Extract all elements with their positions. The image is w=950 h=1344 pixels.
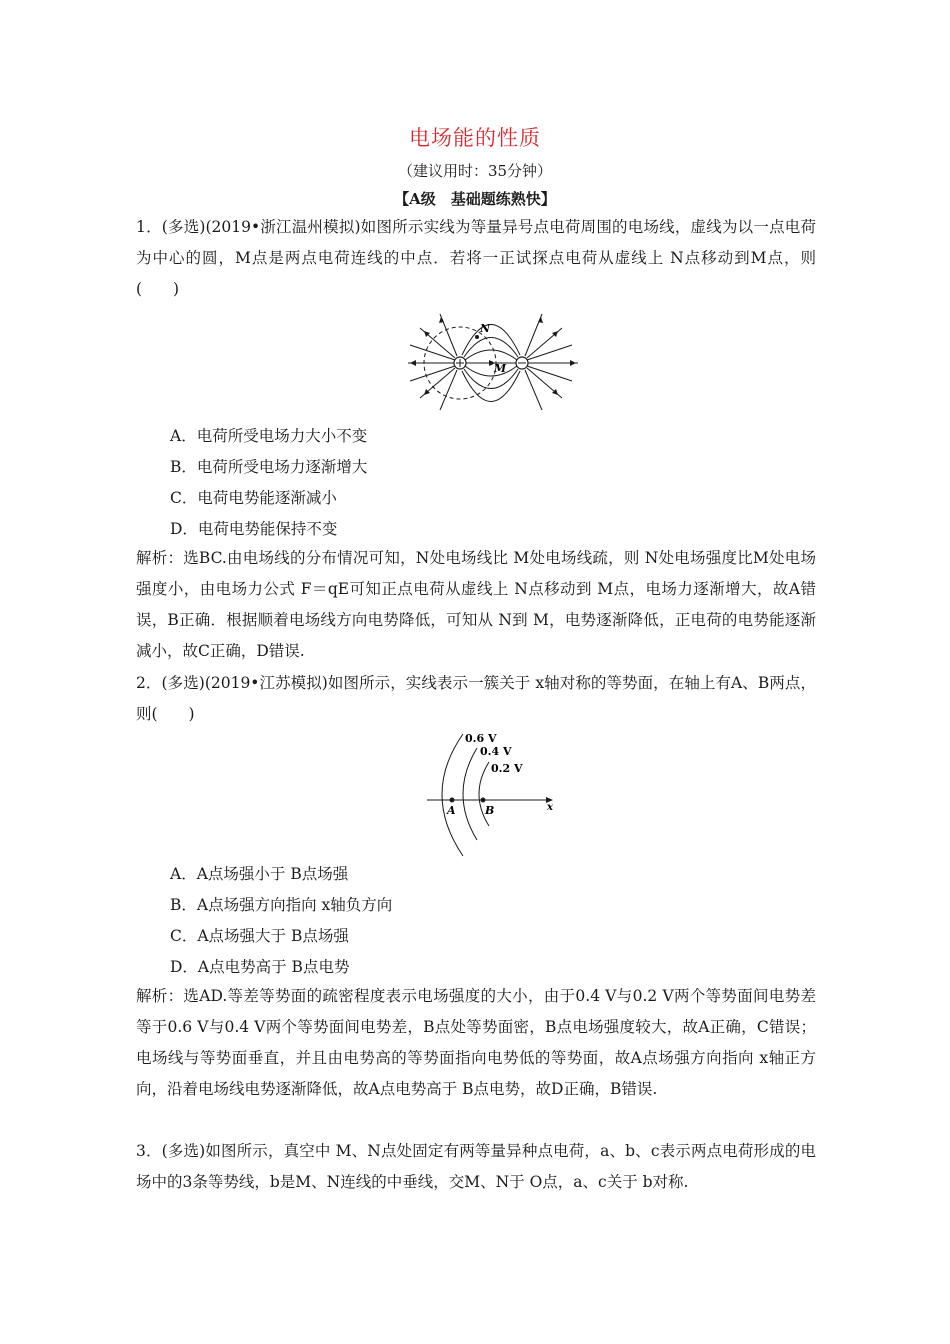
question-1-analysis: 解析：选BC.由电场线的分布情况可知，N处电场线比 M处电场线疏，则 N处电场强度比M处电场强度小，由电场力公式 F＝qE可知正点电荷从虚线上 N点移动到 M点，电场力逐渐增大，故A错误，B正确．根据顺着电场线方向电势降低，可知从 N到 M，电势逐渐降低，正电荷的电势能逐渐减小，故C正确，D错误.	[136, 549, 816, 660]
question-3-stem: 3．(多选)如图所示，真空中 M、N点处固定有两等量异种点电荷，a、b、c表示两点电荷形成的电场中的3条等势线，b是M、N连线的中垂线，交M、N于 O点，a、c关于 b对称.	[136, 1142, 816, 1191]
label-x-axis: x	[547, 802, 553, 813]
label-n: N	[480, 322, 491, 335]
q1-option-c: C．电荷电势能逐渐减小	[170, 489, 337, 507]
figure-equipotential-surfaces	[425, 728, 565, 860]
q1-option-b: B．电荷所受电场力逐渐增大	[170, 458, 368, 476]
suggested-time: （建议用时：35分钟）	[397, 162, 553, 180]
label-0.2v: 0.2 V	[491, 762, 523, 775]
label-b: B	[485, 804, 495, 817]
q2-option-b: B．A点场强方向指向 x轴负方向	[170, 896, 393, 914]
q2-option-d: D．A点电势高于 B点电势	[170, 958, 350, 976]
label-m: M	[494, 362, 507, 375]
question-2-analysis: 解析：选AD.等差等势面的疏密程度表示电场强度的大小，由于0.4 V与0.2 V两个等势面间电势差等于0.6 V与0.4 V两个等势面间电势差，B点处等势面密，B点电场强度较大，故A正确，C错误；电场线与等势面垂直，并且由电势高的等势面指向电势低的等势面，故A点场强方向指向 x轴正方向，沿着电场线电势逐渐降低，故A点电势高于 B点电势，故D正确，B错误.	[136, 987, 816, 1098]
question-2-stem: 2．(多选)(2019•江苏模拟)如图所示，实线表示一簇关于 x轴对称的等势面，在轴上有A、B两点，则( )	[136, 674, 816, 723]
label-a: A	[447, 804, 456, 817]
figure-electric-field-lines	[400, 300, 586, 412]
q2-option-c: C．A点场强大于 B点场强	[170, 927, 349, 945]
page-title: 电场能的性质	[409, 126, 541, 150]
label-0.4v: 0.4 V	[480, 745, 512, 758]
label-0.6v: 0.6 V	[465, 732, 497, 745]
question-1-stem: 1．(多选)(2019•浙江温州模拟)如图所示实线为等量异号点电荷周围的电场线，虚线为以一点电荷为中心的圆，M点是两点电荷连线的中点．若将一正试探点电荷从虚线上 N点移动到M点，则( )	[136, 218, 816, 298]
q2-option-a: A．A点场强小于 B点场强	[170, 865, 349, 883]
level-heading: 【A级 基础题练熟快】	[394, 190, 556, 208]
q1-option-d: D．电荷电势能保持不变	[170, 520, 338, 538]
q1-option-a: A．电荷所受电场力大小不变	[170, 427, 368, 445]
